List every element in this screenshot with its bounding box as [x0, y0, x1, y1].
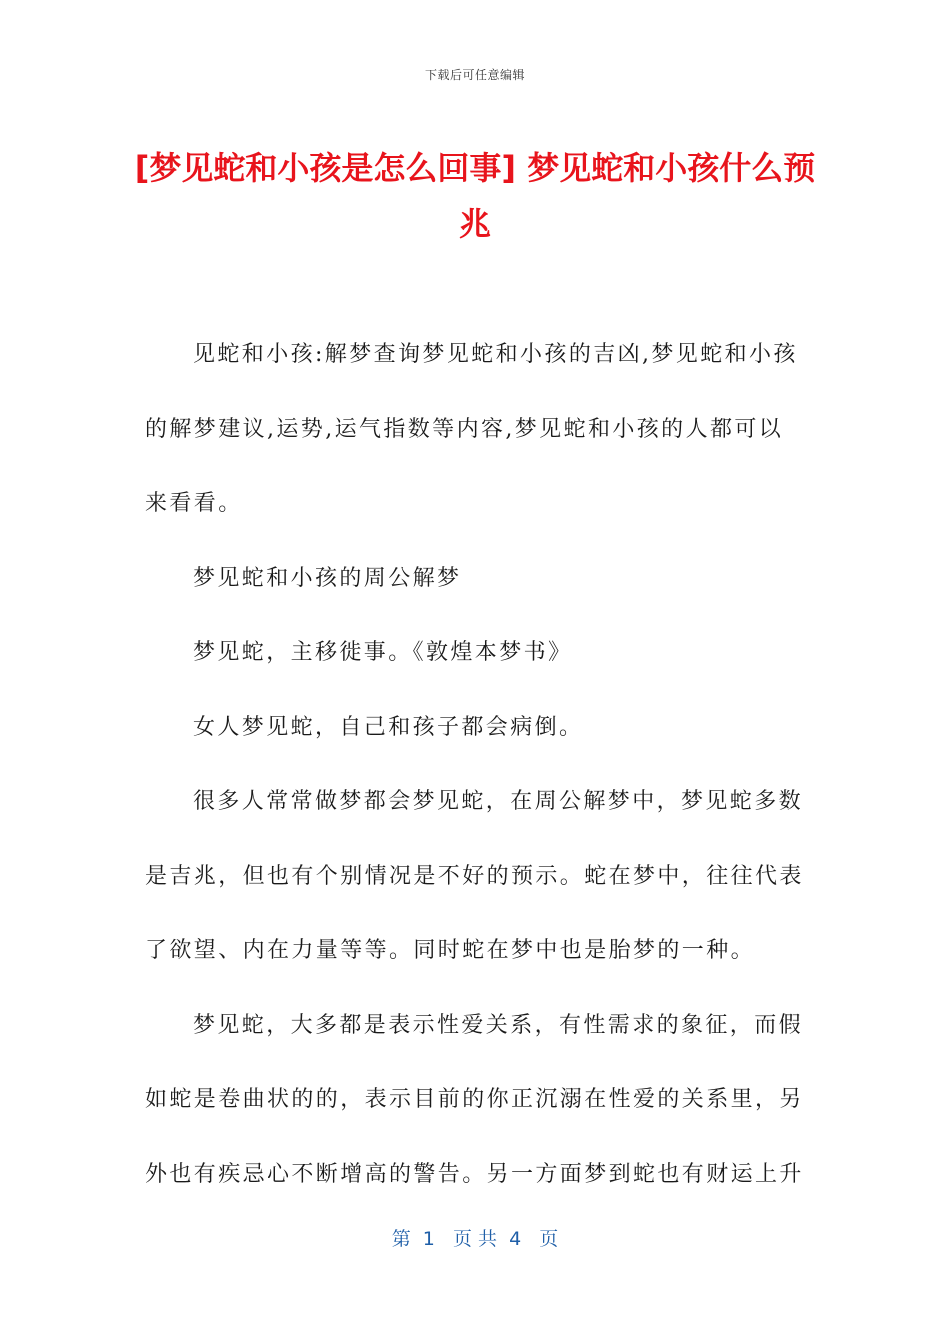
document-title: [梦见蛇和小孩是怎么回事] 梦见蛇和小孩什么预兆 — [134, 149, 816, 243]
paragraph-subheading: 梦见蛇和小孩的周公解梦 — [193, 565, 462, 591]
paragraph-woman-dream: 女人梦见蛇，自己和孩子都会病倒。 — [193, 714, 584, 740]
paragraph-meaning: 梦见蛇，大多都是表示性爱关系，有性需求的象征，而假如蛇是卷曲状的的，表示目前的你正沉溺在性爱的关系里，另外也有疾忌心不断增高的警告。另一方面梦到蛇也有财运上升 — [145, 1012, 804, 1187]
paragraph-common-dream: 很多人常常做梦都会梦见蛇，在周公解梦中，梦见蛇多数是吉兆，但也有个别情况是不好的预示。蛇在梦中，往往代表了欲望、内在力量等等。同时蛇在梦中也是胎梦的一种。 — [145, 789, 804, 963]
page-number: 第 1 页 共 4 页 — [391, 1228, 559, 1250]
paragraph-quote: 梦见蛇，主移徙事。《敦煌本梦书》 — [193, 640, 573, 665]
paragraph-intro: 见蛇和小孩:解梦查询梦见蛇和小孩的吉凶,梦见蛇和小孩的解梦建议,运势,运气指数等内容,梦见蛇和小孩的人都可以来看看。 — [145, 342, 798, 516]
header-note: 下载后可任意编辑 — [424, 68, 525, 82]
document-body — [145, 318, 805, 1212]
